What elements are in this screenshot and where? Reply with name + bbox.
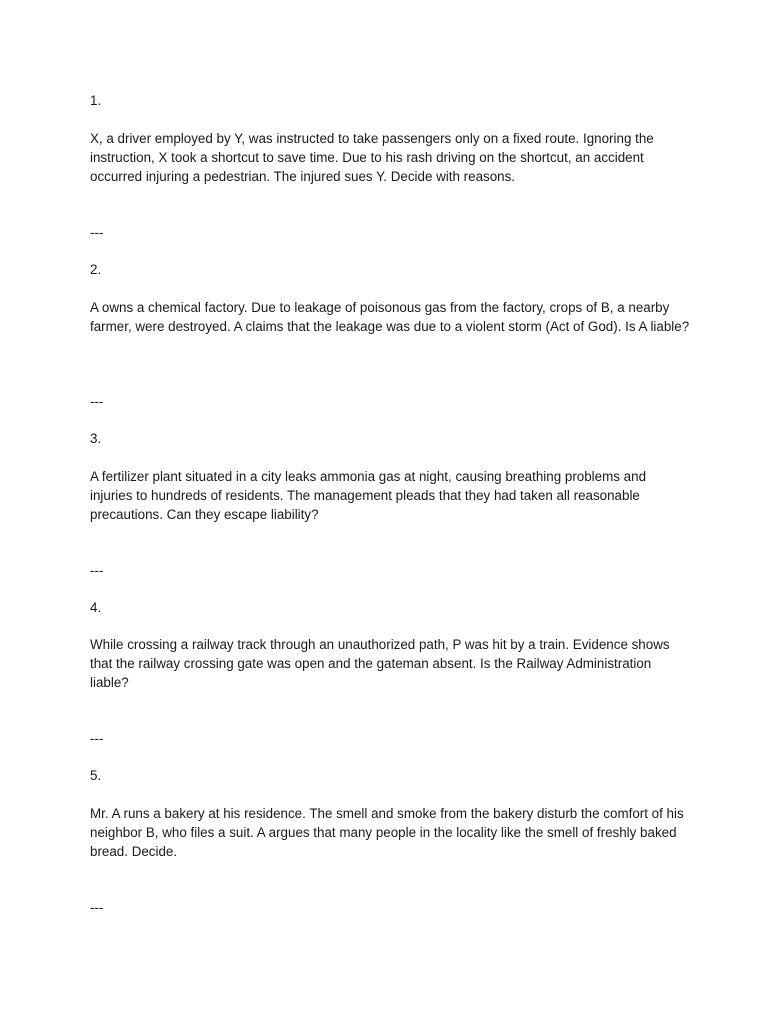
question-3-text: A fertilizer plant situated in a city leaks ammonia gas at night, causing breathing problems and injuries to hundreds of residents. The management pleads that they had taken all reasonable precautions. Can they escape liability? — [90, 469, 647, 522]
question-5-number: 5. — [90, 768, 102, 783]
question-4-number: 4. — [90, 600, 102, 615]
question-5-separator: --- — [90, 900, 104, 915]
question-3-number: 3. — [90, 431, 102, 446]
question-2-number: 2. — [90, 262, 102, 277]
question-2-text: A owns a chemical factory. Due to leakage of poisonous gas from the factory, crops of B, a nearby farmer, were destroyed. A claims that the leakage was due to a violent storm (Act of God). Is A liable? — [90, 300, 690, 334]
question-4-text: While crossing a railway track through an unauthorized path, P was hit by a train. Evidence shows that the railway crossing gate was open and the gateman absent. Is the Railway Administration liable? — [90, 637, 670, 690]
question-4-separator: --- — [90, 731, 104, 746]
question-1-text: X, a driver employed by Y, was instructed to take passengers only on a fixed route. Ignoring the instruction, X took a shortcut to save time. Due to his rash driving on the shortcut, an accident occurred injuring a pedestrian. The injured sues Y. Decide with reasons. — [90, 131, 654, 184]
question-3-separator: --- — [90, 563, 104, 578]
question-1-separator: --- — [90, 225, 104, 240]
question-5-text: Mr. A runs a bakery at his residence. The smell and smoke from the bakery disturb the comfort of his neighbor B, who files a suit. A argues that many people in the locality like the smell of freshly baked bread. Decide. — [90, 806, 684, 859]
question-2-separator: --- — [90, 394, 104, 409]
question-1-number: 1. — [90, 93, 102, 108]
